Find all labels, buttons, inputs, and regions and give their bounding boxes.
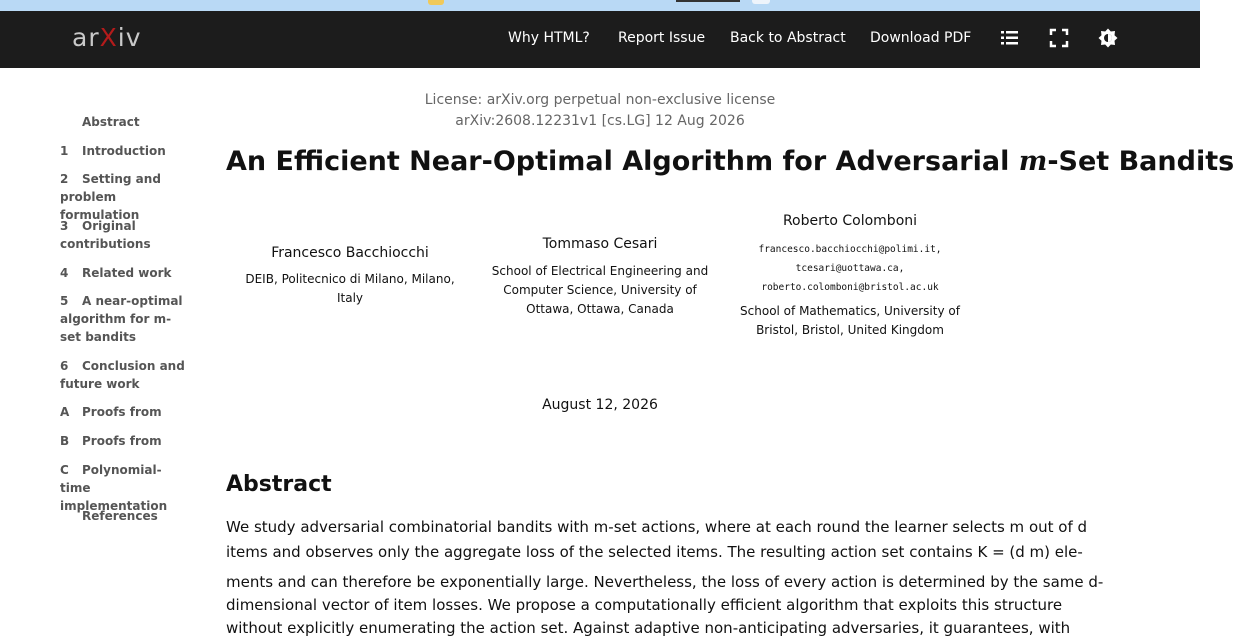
author-name: Tommaso Cesari <box>542 236 658 252</box>
report-issue-link[interactable]: Report Issue <box>618 30 706 46</box>
author-emails[interactable]: francesco.bacchiocchi@polimi.it, tcesari@uottawa.ca, roberto.colomboni@bristol.ac.uk <box>758 244 942 293</box>
arxiv-logo[interactable]: arXiv <box>72 23 142 52</box>
toc-item-setting[interactable]: 2 Setting and problem formulation <box>60 172 161 222</box>
abstract-line-3: ments and can therefore be exponentially large. Nevertheless, the loss of every action is determined by the same d- <box>226 573 1104 591</box>
abstract-line-1: We study adversarial combinatorial bandits with m-set actions, where at each round the learner selects m out of d <box>226 518 1088 536</box>
toc-abstract[interactable]: Abstract <box>82 115 140 129</box>
toc-item-appendix-a[interactable]: A Proofs from <box>60 405 162 419</box>
paper-title: An Efficient Near-Optimal Algorithm for Adversarial m-Set Bandits <box>226 146 1234 177</box>
download-pdf-link[interactable]: Download PDF <box>870 30 972 46</box>
why-html-link[interactable]: Why HTML? <box>508 30 590 46</box>
paper-date: August 12, 2026 <box>542 397 658 413</box>
toc-item-introduction[interactable]: 1 Introduction <box>60 144 166 158</box>
author-block-1 <box>240 245 460 308</box>
author-affiliation: DEIB, Politecnico di Milano, Milano, Italy <box>245 272 455 305</box>
announcement-banner <box>0 0 1200 11</box>
toc-item-algorithm[interactable]: 5 A near-optimal algorithm for m-set bandits <box>60 294 183 344</box>
banner-link[interactable] <box>676 0 740 2</box>
author-name: Roberto Colomboni <box>782 213 918 229</box>
list-icon[interactable] <box>999 27 1021 49</box>
toc-item-contributions[interactable]: 3 Original contributions <box>60 219 151 251</box>
license-line: License: arXiv.org perpetual non-exclusive license <box>424 92 776 108</box>
back-to-abstract-link[interactable]: Back to Abstract <box>730 30 846 46</box>
toc-item-appendix-c[interactable]: C Polynomial-time implementation <box>60 463 168 513</box>
toc-item-conclusion[interactable]: 6 Conclusion and future work <box>60 359 185 391</box>
toc-item-related-work[interactable]: 4 Related work <box>60 266 172 280</box>
fullscreen-icon[interactable] <box>1048 27 1070 49</box>
banner-close-button[interactable] <box>752 0 770 4</box>
author-block-2 <box>490 236 710 319</box>
theme-settings-icon[interactable] <box>1097 27 1119 49</box>
abstract-line-2: items and observes only the aggregate loss of the selected items. The resulting action set contains K = (d m) ele- <box>226 543 1083 561</box>
toc-references[interactable]: References <box>82 509 158 523</box>
abstract-heading: Abstract <box>226 472 332 497</box>
top-navigation-bar <box>0 11 1200 68</box>
author-name: Francesco Bacchiocchi <box>271 245 429 261</box>
author-affiliation: School of Electrical Engineering and Computer Science, University of Ottawa, Ottawa, Canada <box>491 264 709 316</box>
abstract-line-4: dimensional vector of item losses. We propose a computationally efficient algorithm that exploits this structure <box>226 596 1063 614</box>
arxiv-id-line: arXiv:2608.12231v1 [cs.LG] 12 Aug 2026 <box>455 113 745 129</box>
author-block-3 <box>735 213 965 340</box>
toc-item-appendix-b[interactable]: B Proofs from <box>60 434 162 448</box>
author-affiliation: School of Mathematics, University of Bristol, Bristol, United Kingdom <box>740 304 960 337</box>
banner-icon <box>428 0 444 5</box>
abstract-line-5: without explicitly enumerating the action set. Against adaptive non-anticipating adversaries, it guarantees, with <box>226 619 1071 637</box>
